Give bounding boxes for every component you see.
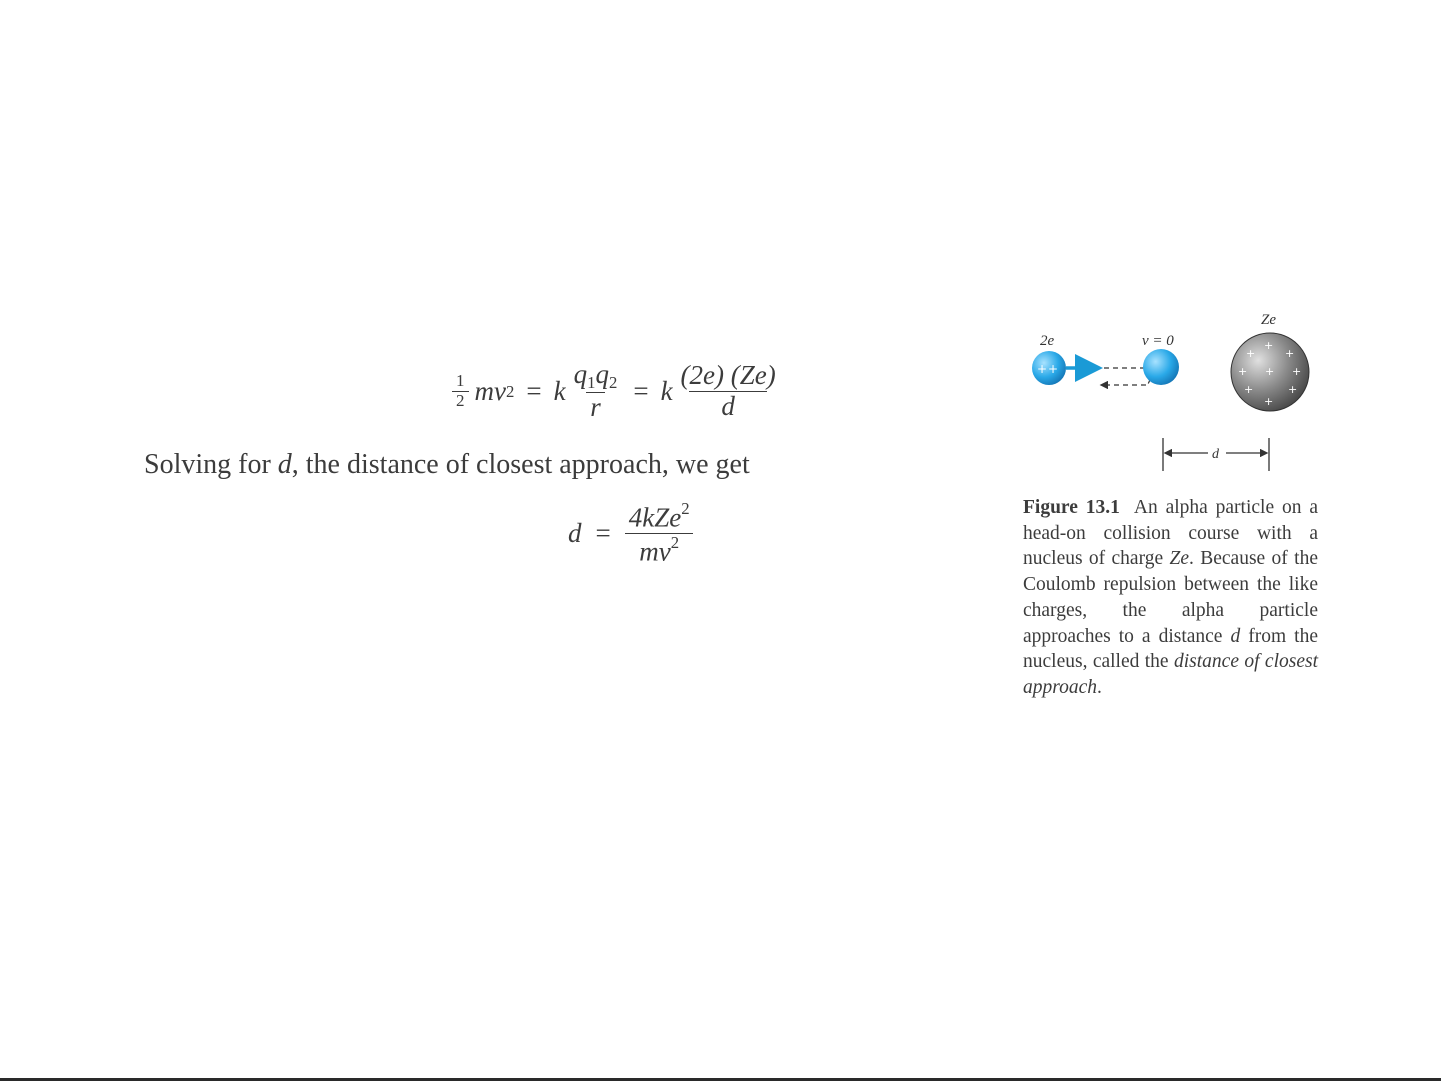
- caption-text: An alpha particle on a head-on collision course with a nucleus of charge: [1023, 497, 1318, 570]
- plus-sign: +: [1244, 383, 1254, 396]
- equals-sign: =: [526, 376, 542, 407]
- caption-text: . Because of the Coulomb repulsion between the like charges, the alpha particle approaches to a distance: [1023, 548, 1318, 647]
- charges-over-d-fraction: [677, 361, 780, 421]
- body-text-line: [144, 449, 750, 481]
- body-text-segment: , the distance of closest approach, we get: [291, 449, 750, 480]
- plus-sign: +: [1264, 339, 1274, 352]
- caption-text: from the nucleus, called the: [1023, 625, 1318, 673]
- subscript: 1: [587, 373, 596, 393]
- caption-term: distance of closest approach: [1023, 651, 1318, 698]
- distance-variable: d: [568, 518, 582, 549]
- alpha-particle-stopped: [1143, 349, 1179, 385]
- plus-sign: +: [1037, 362, 1048, 376]
- closest-approach-fraction: [625, 500, 694, 567]
- body-text-variable: d: [277, 449, 292, 480]
- one-half-fraction: [452, 372, 469, 410]
- coulomb-constant: k: [553, 376, 566, 407]
- body-text-segment: Solving for: [144, 449, 278, 480]
- equals-sign: =: [595, 518, 611, 549]
- velocity-variable: v: [494, 376, 506, 407]
- plus-sign: +: [1246, 347, 1256, 360]
- numerator-expression: 4kZe: [628, 502, 682, 533]
- plus-sign: +: [1292, 365, 1302, 378]
- subscript: 2: [608, 373, 618, 393]
- figure-caption: [1023, 495, 1318, 701]
- charge-variable: q: [595, 359, 609, 389]
- plus-sign: +: [1238, 365, 1248, 378]
- coulomb-constant: k: [660, 376, 673, 407]
- exponent: 2: [681, 499, 690, 518]
- plus-sign: +: [1264, 395, 1274, 408]
- exponent: 2: [505, 381, 515, 401]
- fraction-numerator: (2e) (Ze): [680, 360, 776, 391]
- caption-text: .: [1097, 676, 1102, 698]
- mass-variable: m: [474, 376, 494, 407]
- fraction-denominator: r: [586, 392, 605, 423]
- closest-approach-equation: [568, 500, 694, 567]
- caption-variable: d: [1230, 625, 1241, 647]
- fraction-denominator: [625, 533, 693, 567]
- plus-sign: +: [1048, 362, 1059, 376]
- fraction-denominator: d: [689, 391, 767, 422]
- fraction-denominator: 2: [452, 391, 469, 411]
- plus-sign: +: [1288, 383, 1298, 396]
- fraction-numerator: [625, 500, 694, 533]
- alpha-charge-label: 2e: [1040, 333, 1055, 349]
- charge-over-distance-fraction: [570, 360, 622, 423]
- nucleus-charge-label: Ze: [1261, 312, 1276, 328]
- equals-sign: =: [633, 376, 649, 407]
- figure-label: Figure 13.1: [1023, 497, 1120, 518]
- fraction-numerator: [570, 360, 622, 392]
- caption-variable: Ze: [1169, 548, 1189, 570]
- velocity-label: v = 0: [1142, 333, 1174, 349]
- exponent: 2: [670, 533, 680, 553]
- plus-sign: +: [1265, 365, 1275, 378]
- distance-label: d: [1212, 447, 1219, 462]
- fraction-numerator: 1: [456, 371, 465, 391]
- charge-variable: q: [573, 359, 588, 389]
- denominator-expression: mv: [639, 536, 671, 567]
- plus-sign: +: [1285, 347, 1295, 360]
- collision-diagram: [1020, 305, 1320, 480]
- energy-equation: [452, 360, 780, 423]
